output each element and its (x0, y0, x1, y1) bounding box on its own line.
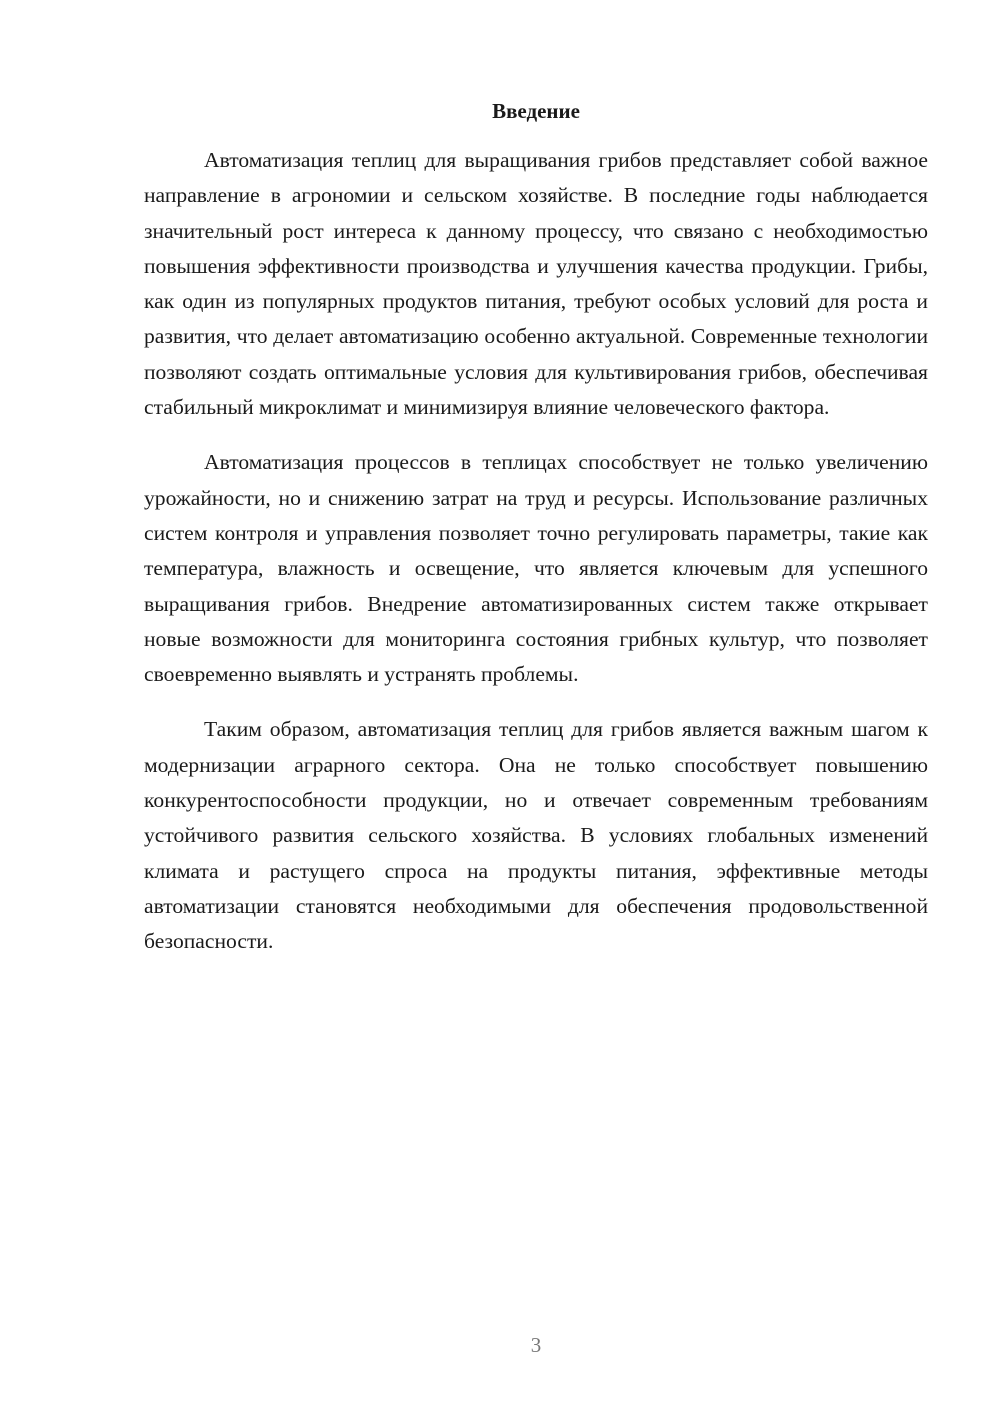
section-title: Введение (492, 99, 580, 123)
page-number: 3 (530, 1333, 542, 1357)
paragraph-2: Автоматизация процессов в теплицах способствует не только увеличению урожайности, но и снижению затрат на труд и ресурсы. Использование различных систем контроля и управления позволяет точно регулировать параметры, такие как температура, влажность и освещение, что является ключевым для успешного выращивания грибов. Внедрение автоматизированных систем также открывает новые возможности для мониторинга состояния грибных культур, что позволяет своевременно выявлять и устранять проблемы. (144, 450, 928, 687)
paragraph-3: Таким образом, автоматизация теплиц для грибов является важным шагом к модернизации аграрного сектора. Она не только способствует повышению конкурентоспособности продукции, но и отвечает современным требованиям устойчивого развития сельского хозяйства. В условиях глобальных изменений климата и растущего спроса на продукты питания, эффективные методы автоматизации становятся необходимыми для обеспечения продовольственной безопасности. (144, 717, 928, 954)
body-text (144, 143, 928, 980)
paragraph-1: Автоматизация теплиц для выращивания грибов представляет собой важное направление в агрономии и сельском хозяйстве. В последние годы наблюдается значительный рост интереса к данному процессу, что связано с необходимостью повышения эффективности производства и улучшения качества продукции. Грибы, как один из популярных продуктов питания, требуют особых условий для роста и развития, что делает автоматизацию особенно актуальной. Современные технологии позволяют создать оптимальные условия для культивирования грибов, обеспечивая стабильный микроклимат и минимизируя влияние человеческого фактора. (144, 148, 928, 420)
